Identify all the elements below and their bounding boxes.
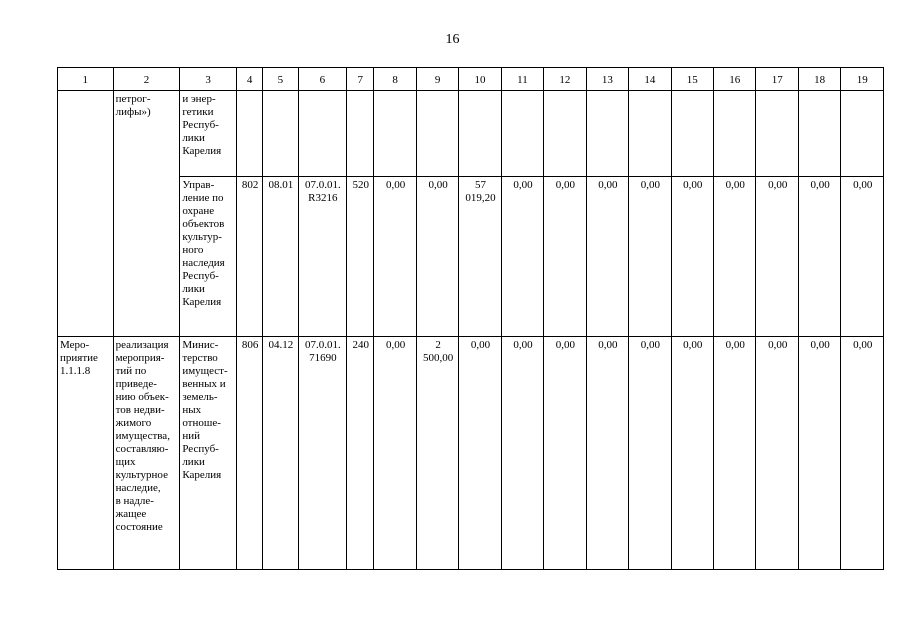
grbs-code-cell: 806 bbox=[236, 337, 262, 570]
header-cell: 13 bbox=[586, 68, 628, 91]
table-row bbox=[58, 177, 884, 337]
value-cell: 0,00 bbox=[629, 177, 671, 337]
section-code-cell: 04.12 bbox=[263, 337, 298, 570]
table-cell bbox=[756, 91, 798, 177]
budget-table bbox=[57, 67, 884, 570]
header-cell: 6 bbox=[298, 68, 347, 91]
table-cell bbox=[714, 91, 756, 177]
value-cell: 0,00 bbox=[501, 337, 543, 570]
event-name-cell: петрог- лифы») bbox=[113, 91, 180, 337]
header-cell: 15 bbox=[671, 68, 713, 91]
value-cell: 0,00 bbox=[756, 177, 798, 337]
executor-cell: Управ- ление по охране объектов культур- ного наследия Респуб- лики Карелия bbox=[180, 177, 237, 337]
table-cell bbox=[841, 91, 884, 177]
header-cell: 3 bbox=[180, 68, 237, 91]
section-code-cell: 08.01 bbox=[263, 177, 298, 337]
value-cell: 0,00 bbox=[714, 177, 756, 337]
header-cell: 5 bbox=[263, 68, 298, 91]
value-cell: 0,00 bbox=[586, 337, 628, 570]
value-cell: 0,00 bbox=[841, 337, 884, 570]
value-cell: 0,00 bbox=[841, 177, 884, 337]
table-cell bbox=[798, 91, 840, 177]
value-cell: 0,00 bbox=[629, 337, 671, 570]
page-number: 16 bbox=[445, 32, 460, 47]
expense-type-cell: 240 bbox=[347, 337, 374, 570]
value-cell: 0,00 bbox=[374, 177, 416, 337]
header-cell: 2 bbox=[113, 68, 180, 91]
table-cell bbox=[459, 91, 501, 177]
value-cell: 0,00 bbox=[416, 177, 458, 337]
executor-cell: и энер- гетики Респуб- лики Карелия bbox=[180, 91, 237, 177]
table-cell bbox=[501, 91, 543, 177]
event-code-cell bbox=[58, 91, 114, 337]
header-cell: 8 bbox=[374, 68, 416, 91]
value-cell: 2 500,00 bbox=[416, 337, 458, 570]
header-cell: 9 bbox=[416, 68, 458, 91]
event-code-cell: Меро- приятие 1.1.1.8 bbox=[58, 337, 114, 570]
table-cell bbox=[416, 91, 458, 177]
header-cell: 1 bbox=[58, 68, 114, 91]
value-cell: 0,00 bbox=[714, 337, 756, 570]
header-cell: 12 bbox=[544, 68, 586, 91]
header-cell: 19 bbox=[841, 68, 884, 91]
value-cell: 0,00 bbox=[798, 177, 840, 337]
value-cell: 0,00 bbox=[374, 337, 416, 570]
value-cell: 57 019,20 bbox=[459, 177, 501, 337]
table-row bbox=[58, 91, 884, 177]
header-cell: 4 bbox=[236, 68, 262, 91]
value-cell: 0,00 bbox=[671, 337, 713, 570]
value-cell: 0,00 bbox=[459, 337, 501, 570]
expense-type-cell: 520 bbox=[347, 177, 374, 337]
target-article-cell: 07.0.01. R3216 bbox=[298, 177, 347, 337]
header-cell: 10 bbox=[459, 68, 501, 91]
value-cell: 0,00 bbox=[671, 177, 713, 337]
value-cell: 0,00 bbox=[501, 177, 543, 337]
header-row bbox=[58, 68, 884, 91]
table-cell bbox=[544, 91, 586, 177]
table-cell bbox=[629, 91, 671, 177]
table-cell bbox=[374, 91, 416, 177]
table-cell bbox=[236, 91, 262, 177]
value-cell: 0,00 bbox=[798, 337, 840, 570]
table-row bbox=[58, 337, 884, 570]
table-cell bbox=[671, 91, 713, 177]
target-article-cell: 07.0.01. 71690 bbox=[298, 337, 347, 570]
value-cell: 0,00 bbox=[544, 177, 586, 337]
value-cell: 0,00 bbox=[544, 337, 586, 570]
grbs-code-cell: 802 bbox=[236, 177, 262, 337]
table-cell bbox=[347, 91, 374, 177]
header-cell: 11 bbox=[501, 68, 543, 91]
event-name-cell: реализация мероприя- тий по приведе- нию объек- тов недви- жимого имущества, составляю- щих культурное наследие, в надле- жащее состояние bbox=[113, 337, 180, 570]
table-cell bbox=[298, 91, 347, 177]
executor-cell: Минис- терство имущест- венных и земель- ных отноше- ний Респуб- лики Карелия bbox=[180, 337, 237, 570]
table-cell bbox=[586, 91, 628, 177]
header-cell: 18 bbox=[798, 68, 840, 91]
header-cell: 16 bbox=[714, 68, 756, 91]
header-cell: 17 bbox=[756, 68, 798, 91]
table-cell bbox=[263, 91, 298, 177]
header-cell: 7 bbox=[347, 68, 374, 91]
value-cell: 0,00 bbox=[586, 177, 628, 337]
value-cell: 0,00 bbox=[756, 337, 798, 570]
header-cell: 14 bbox=[629, 68, 671, 91]
